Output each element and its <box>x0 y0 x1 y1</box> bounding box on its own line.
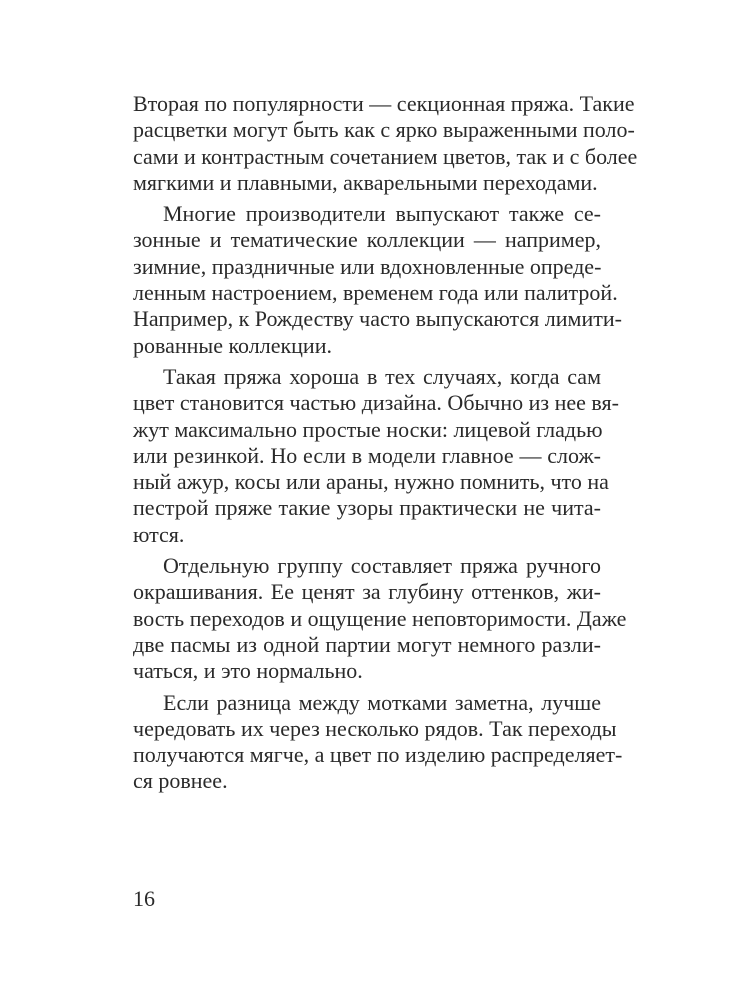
text-line: вость переходов и ощущение неповторимости. Даже <box>133 605 627 631</box>
text-line: Если разница между мотками заметна, лучше <box>163 689 601 715</box>
text-line: Например, к Рождеству часто выпускаются лимити- <box>133 306 622 332</box>
text-line: Отдельную группу составляет пряжа ручного <box>163 553 601 579</box>
page-number: 16 <box>133 886 155 911</box>
text-line: сами и контрастным сочетанием цветов, так и с более <box>133 143 638 169</box>
text-line: мягкими и плавными, акварельными переходами. <box>133 169 598 195</box>
paragraph-2 <box>133 201 622 359</box>
text-line: ются. <box>133 521 185 547</box>
text-line: получаются мягче, а цвет по изделию распределяет- <box>133 742 623 768</box>
text-line: чаться, и это нормально. <box>133 658 363 684</box>
paragraph-1 <box>133 91 638 196</box>
text-line: зимние, праздничные или вдохновленные опреде- <box>133 253 602 279</box>
paragraph-5 <box>133 689 623 795</box>
text-line: Вторая по популярности — секционная пряжа. Такие <box>133 91 635 116</box>
text-line: две пасмы из одной партии могут немного разли- <box>133 631 601 657</box>
text-line: ся ровнее. <box>133 768 228 794</box>
text-line: ный ажур, косы или араны, нужно помнить, что на <box>133 469 609 495</box>
text-line: окрашивания. Ее ценят за глубину оттенков, жи- <box>133 579 601 605</box>
text-line: зонные и тематические коллекции — например, <box>133 227 601 253</box>
text-line: Многие производители выпускают также се- <box>163 201 601 227</box>
text-line: цвет становится частью дизайна. Обычно из нее вя- <box>133 390 619 416</box>
text-line: чередовать их через несколько рядов. Так переходы <box>133 715 617 741</box>
text-line: или резинкой. Но если в модели главное — слож- <box>133 442 601 468</box>
text-line: Такая пряжа хороша в тех случаях, когда сам <box>163 363 601 389</box>
text-line: расцветки могут быть как с ярко выраженными поло- <box>133 117 635 143</box>
text-line: рованные коллекции. <box>133 332 332 358</box>
body-text <box>133 91 638 800</box>
paragraph-3 <box>133 363 619 548</box>
text-line: пестрой пряже такие узоры практически не чита- <box>133 495 601 521</box>
text-line: жут максимально простые носки: лицевой гладью <box>133 416 603 442</box>
paragraph-4 <box>133 553 627 684</box>
text-line: ленным настроением, временем года или палитрой. <box>133 280 618 306</box>
